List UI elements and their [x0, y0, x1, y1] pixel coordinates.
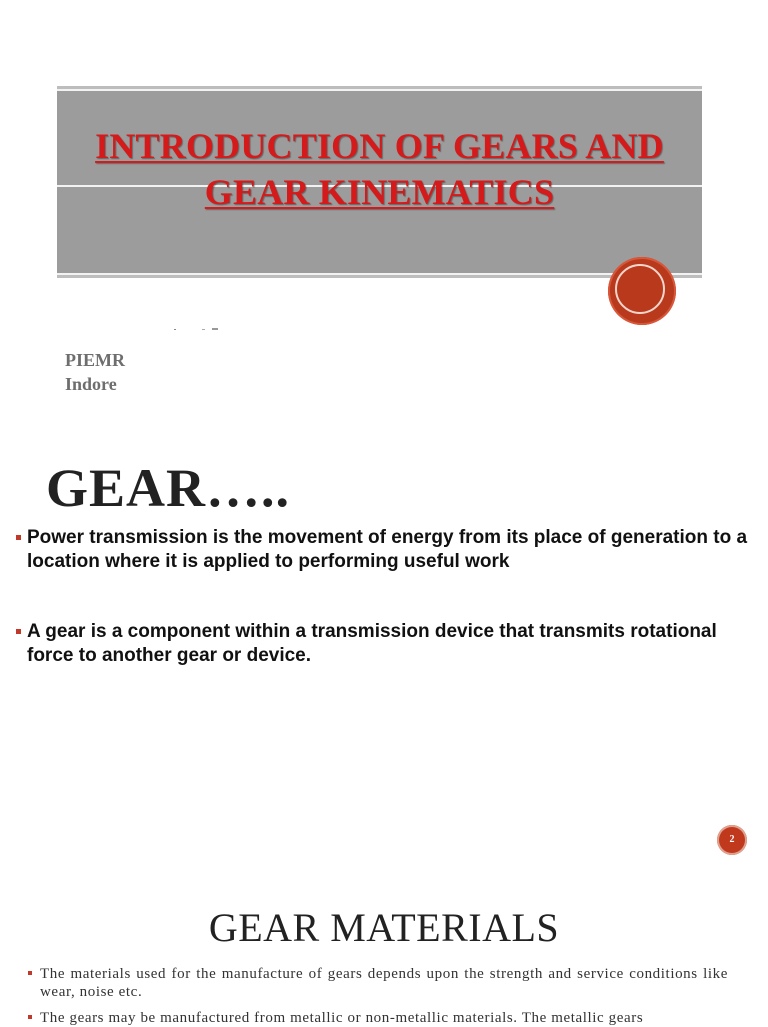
title-banner	[57, 86, 702, 278]
list-item	[28, 965, 728, 1001]
list-item	[16, 526, 758, 574]
list-item	[28, 1009, 728, 1027]
bullet-text: Power transmission is the movement of energy from its place of generation to a location where it is applied to performing useful work	[27, 527, 748, 572]
seal-icon	[608, 257, 676, 325]
banner-stripe	[57, 89, 702, 91]
organization-name	[65, 348, 125, 396]
bullet-icon	[16, 629, 21, 634]
slide-title-line: GEAR KINEMATICS	[204, 172, 555, 212]
gear-definition-slide	[0, 420, 768, 860]
seal-ring	[615, 264, 665, 314]
org-line: Indore	[65, 374, 117, 394]
title-slide	[0, 0, 768, 420]
decorative-specks	[172, 327, 232, 333]
gear-materials-slide	[0, 860, 768, 1024]
slide-title-line: INTRODUCTION OF GEARS AND	[95, 126, 664, 166]
org-line: PIEMR	[65, 350, 125, 370]
bullet-text: A gear is a component within a transmission device that transmits rotational force to another gear or device.	[27, 621, 717, 666]
slide-heading: GEAR…..	[46, 458, 291, 518]
bullet-icon	[28, 1015, 32, 1019]
bullet-icon	[28, 971, 32, 975]
bullet-text: The gears may be manufactured from metallic or non-metallic materials. The metallic gears	[40, 1010, 644, 1026]
banner-stripe	[57, 273, 702, 275]
list-item	[16, 620, 758, 668]
bullet-list	[28, 965, 728, 1027]
slide-title	[57, 123, 702, 215]
slide-heading: GEAR MATERIALS	[208, 905, 560, 950]
bullet-text: The materials used for the manufacture of gears depends upon the strength and service conditions like wear, noise etc.	[40, 966, 728, 1000]
page-number-badge: 2	[717, 825, 747, 855]
bullet-list	[16, 526, 758, 668]
bullet-icon	[16, 535, 21, 540]
